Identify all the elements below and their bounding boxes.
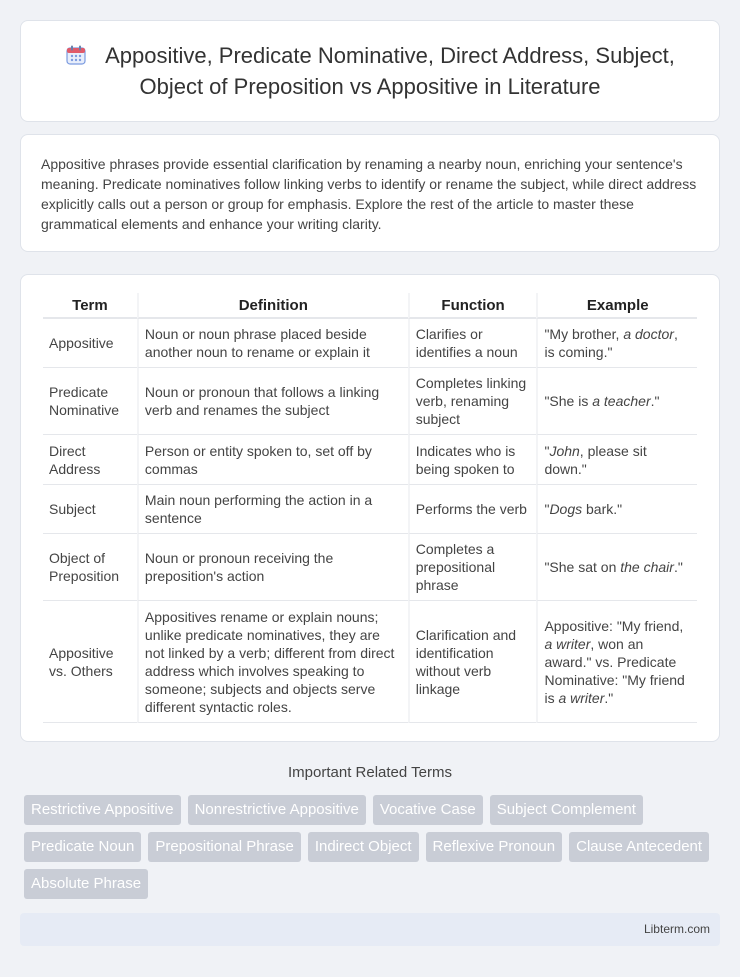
example-cell <box>536 601 697 723</box>
term-cell: Predicate Nominative <box>43 368 137 435</box>
example-text: , won an award." vs. Predicate Nominative: "My friend is <box>544 635 685 706</box>
function-cell: Performs the verb <box>408 485 537 534</box>
example-text: ." <box>604 689 614 706</box>
table-row <box>43 601 697 723</box>
related-term-tag[interactable]: Clause Antecedent <box>569 832 709 862</box>
function-cell: Clarifies or identifies a noun <box>408 319 537 368</box>
example-text: , is coming." <box>544 326 678 360</box>
related-terms-list <box>24 795 724 899</box>
example-text: "She is <box>544 393 593 409</box>
function-cell: Clarification and identification without verb linkage <box>408 601 537 723</box>
calendar-icon <box>65 43 87 65</box>
function-cell: Completes a prepositional phrase <box>408 534 537 601</box>
definition-cell: Main noun performing the action in a sentence <box>137 485 408 534</box>
term-cell: Object of Preposition <box>43 534 137 601</box>
column-header-term: Term <box>43 293 137 319</box>
example-text: ." <box>673 559 683 575</box>
definition-cell: Noun or pronoun receiving the preposition's action <box>137 534 408 601</box>
definition-cell: Person or entity spoken to, set off by commas <box>137 435 408 485</box>
column-header-example: Example <box>536 293 697 319</box>
example-cell <box>536 319 697 368</box>
example-text: " <box>544 442 550 459</box>
example-text: , please sit down." <box>544 442 647 477</box>
page-title <box>41 40 699 102</box>
term-cell: Subject <box>43 485 137 534</box>
comparison-table <box>43 293 697 723</box>
page-title-text: Appositive, Predicate Nominative, Direct Address, Subject, Object of Preposition vs Appositive in Literature <box>105 43 675 99</box>
example-cell <box>536 534 697 601</box>
term-cell: Direct Address <box>43 435 137 485</box>
term-cell: Appositive vs. Others <box>43 601 137 723</box>
footer <box>20 913 720 946</box>
function-cell: Completes linking verb, renaming subject <box>408 368 537 435</box>
example-cell <box>536 435 697 485</box>
table-row <box>43 319 697 368</box>
example-emphasis: a writer <box>558 689 605 706</box>
intro-paragraph: Appositive phrases provide essential clarification by renaming a nearby noun, enriching your sentence's meaning. Predicate nominatives follow linking verbs to identify or rename the subject, while direct address explicitly calls out a person or group for emphasis. Explore the rest of the article to master these grammatical elements and enhance your writing clarity. <box>41 156 697 232</box>
definition-cell: Appositives rename or explain nouns; unlike predicate nominatives, they are not linked by a verb; different from direct address which involves speaking to someone; subjects and objects serve different syntactic roles. <box>137 601 408 723</box>
intro-card <box>20 134 720 252</box>
related-term-tag[interactable]: Indirect Object <box>308 832 419 862</box>
definition-cell: Noun or noun phrase placed beside another noun to rename or explain it <box>137 319 408 368</box>
related-term-tag[interactable]: Restrictive Appositive <box>24 795 181 825</box>
example-text: Appositive: "My friend, <box>544 617 684 634</box>
example-text: " <box>544 501 550 517</box>
term-cell: Appositive <box>43 319 137 368</box>
example-emphasis: a writer <box>544 635 591 652</box>
related-term-tag[interactable]: Subject Complement <box>490 795 643 825</box>
table-row <box>43 534 697 601</box>
related-term-tag[interactable]: Prepositional Phrase <box>148 832 300 862</box>
column-header-definition: Definition <box>137 293 408 319</box>
comparison-table-card <box>20 274 720 742</box>
column-header-function: Function <box>408 293 537 319</box>
example-text: ." <box>650 393 660 409</box>
table-row <box>43 368 697 435</box>
related-term-tag[interactable]: Absolute Phrase <box>24 869 148 899</box>
example-cell <box>536 485 697 534</box>
example-text: "She sat on <box>544 559 621 575</box>
table-row <box>43 485 697 534</box>
table-header-row <box>43 293 697 319</box>
example-cell <box>536 368 697 435</box>
table-body <box>43 319 697 723</box>
related-terms-title: Important Related Terms <box>288 764 452 781</box>
table-row <box>43 435 697 485</box>
example-text: bark." <box>582 501 623 517</box>
example-text: "My brother, <box>544 326 624 342</box>
example-emphasis: John <box>549 442 580 459</box>
function-cell: Indicates who is being spoken to <box>408 435 537 485</box>
definition-cell: Noun or pronoun that follows a linking verb and renames the subject <box>137 368 408 435</box>
example-emphasis: a doctor <box>623 326 674 342</box>
footer-site-link[interactable]: Libterm.com <box>643 922 710 936</box>
title-card <box>20 20 720 122</box>
related-term-tag[interactable]: Nonrestrictive Appositive <box>188 795 366 825</box>
related-term-tag[interactable]: Predicate Noun <box>24 832 141 862</box>
related-term-tag[interactable]: Vocative Case <box>373 795 483 825</box>
example-emphasis: a teacher <box>592 393 651 409</box>
example-emphasis: the chair <box>620 559 674 575</box>
example-emphasis: Dogs <box>549 501 583 517</box>
related-term-tag[interactable]: Reflexive Pronoun <box>426 832 563 862</box>
